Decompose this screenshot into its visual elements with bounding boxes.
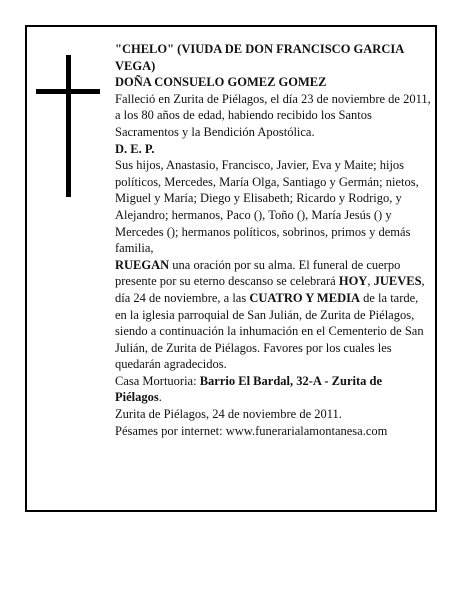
casa-mortuoria: Casa Mortuoria: Barrio El Bardal, 32-A - Zurita de Piélagos.: [115, 373, 383, 405]
funeral-paragraph: RUEGAN una oración por su alma. El funeral de cuerpo presente por su eterno descanso se celebrará HOY, JUEVES, día 24 de noviembre, a las CUATRO Y MEDIA de la tarde, en la iglesia parroquial de San Julián, de Zurita de Piélagos, siendo a continuación la inhumación en el Cementerio de San Julián, de Zurita de Piélagos. Favores por los cuales les quedarán agradecidos.: [115, 257, 425, 372]
mortuoria-address: Barrio El Bardal, 32-A - Zurita de Piélagos: [115, 373, 383, 405]
ruegan-label: RUEGAN: [115, 257, 170, 272]
obituary-notice: [25, 25, 437, 512]
cross-vertical-bar: [66, 55, 71, 197]
place-date: Zurita de Piélagos, 24 de noviembre de 2011.: [115, 407, 342, 422]
latin-cross-icon: [27, 27, 107, 227]
dep-label: D. E. P.: [115, 141, 155, 156]
deceased-nickname-heading: "CHELO" (VIUDA DE DON FRANCISCO GARCIA VEGA): [115, 42, 404, 73]
hoy-label: HOY: [338, 274, 368, 289]
obituary-text: [115, 41, 431, 439]
family-list: Sus hijos, Anastasio, Francisco, Javier, Eva y Maite; hijos políticos, Mercedes, María Olga, Santiago y Germán; nietos, Miguel y María; Diego y Elisabeth; Ricardo y Rodrigo, y Alejandro; hermanos, Paco (), Toño (), María Jesús () y Mercedes (); hermanos políticos, sobrinos, primos y demás familia,: [115, 158, 419, 256]
online-condolences: Pésames por internet: www.funerarialamontanesa.com: [115, 423, 388, 438]
death-announcement: Falleció en Zurita de Piélagos, el día 23 de noviembre de 2011, a los 80 años de edad, habiendo recibido los Santos Sacramentos y la Bendición Apostólica.: [115, 91, 431, 139]
cross-horizontal-bar: [36, 89, 100, 94]
deceased-name-heading: DOÑA CONSUELO GOMEZ GOMEZ: [115, 75, 327, 90]
funeral-time: CUATRO Y MEDIA: [249, 290, 360, 305]
jueves-label: JUEVES: [373, 274, 422, 289]
